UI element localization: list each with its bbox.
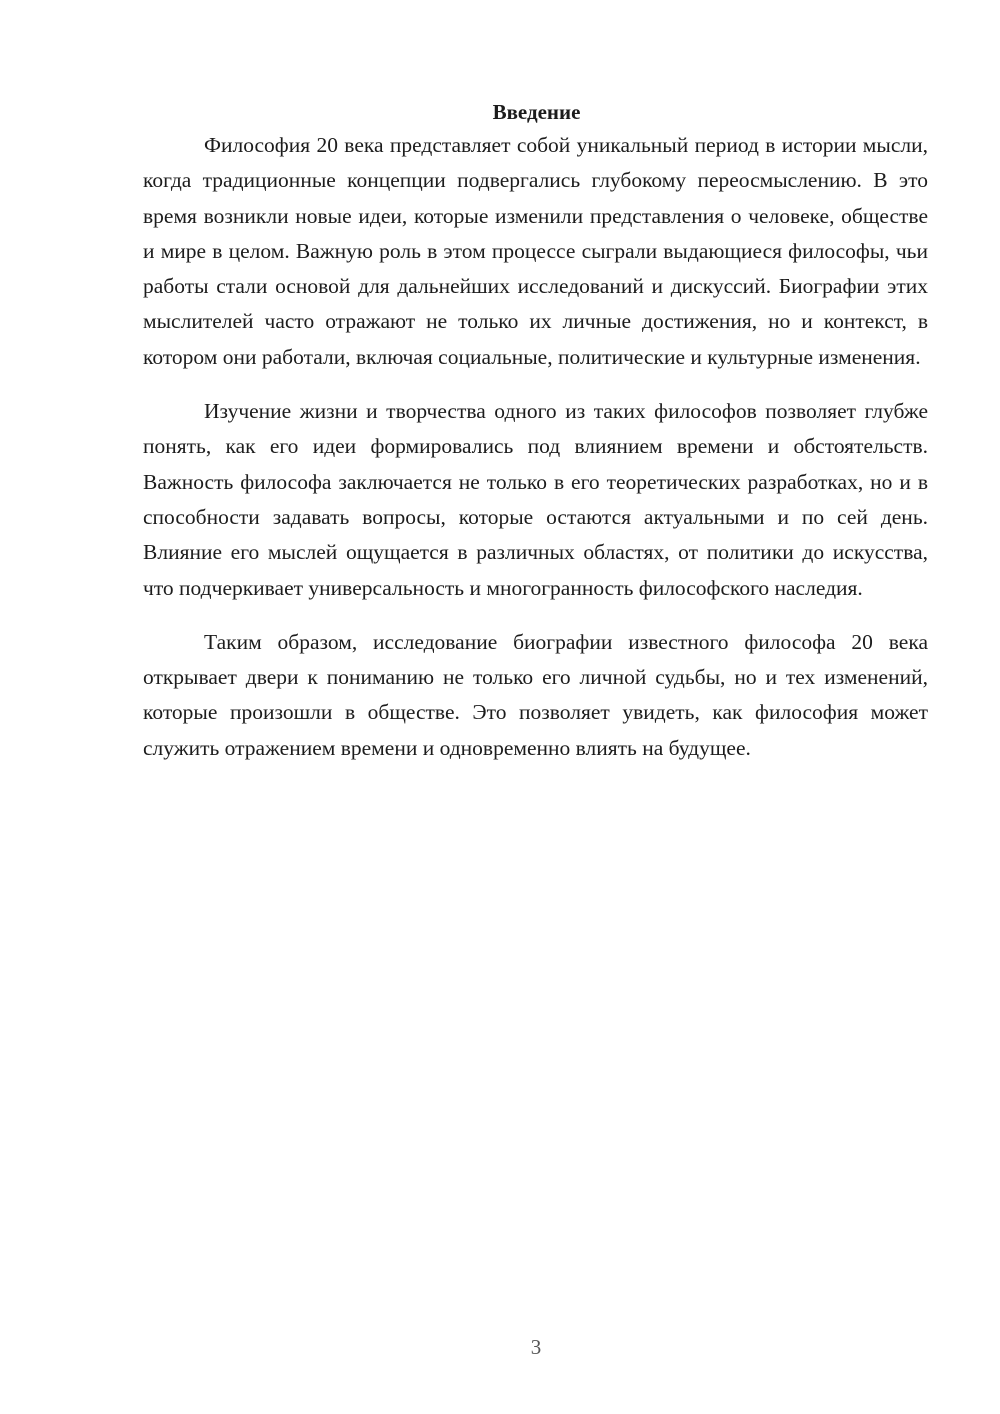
page-number: 3 [530, 1335, 542, 1359]
paragraph-2: Изучение жизни и творчества одного из таких философов позволяет глубже понять, как его идеи формировались под влиянием времени и обстоятельств. Важность философа заключается не только в его теоретических разработках, но и в способности задавать вопросы, которые остаются актуальными и по сей день. Влияние его мыслей ощущается в различных областях, от политики до искусства, что подчеркивает универсальность и многогранность философского наследия. [143, 399, 928, 600]
page-content [143, 96, 928, 766]
section-heading: Введение [492, 100, 581, 124]
paragraph-1: Философия 20 века представляет собой уникальный период в истории мысли, когда традиционные концепции подвергались глубокому переосмыслению. В это время возникли новые идеи, которые изменили представления о человеке, обществе и мире в целом. Важную роль в этом процессе сыграли выдающиеся философы, чьи работы стали основой для дальнейших исследований и дискуссий. Биографии этих мыслителей часто отражают не только их личные достижения, но и контекст, в котором они работали, включая социальные, политические и культурные изменения. [143, 133, 928, 369]
paragraph-3: Таким образом, исследование биографии известного философа 20 века открывает двери к пониманию не только его личной судьбы, но и тех изменений, которые произошли в обществе. Это позволяет увидеть, как философия может служить отражением времени и одновременно влиять на будущее. [143, 629, 928, 760]
